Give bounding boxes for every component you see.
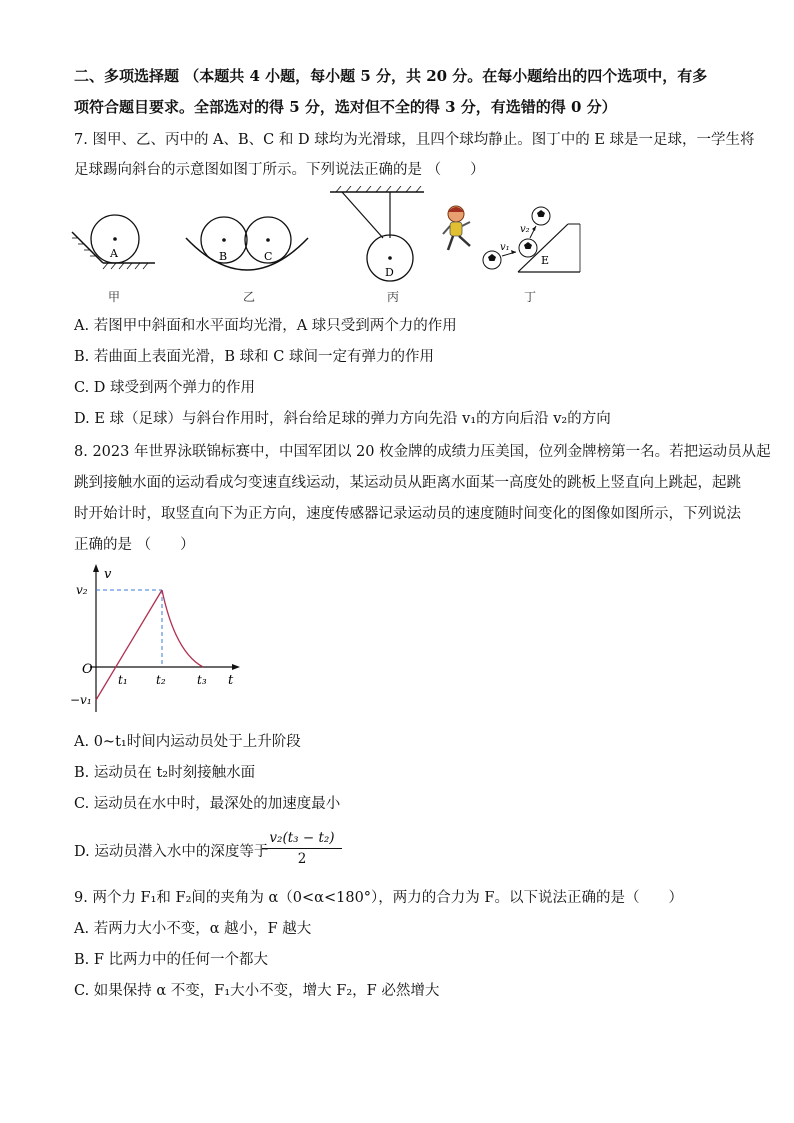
q8-stem-line4: 正确的是 （ ） xyxy=(74,537,195,553)
q7-option-c: C. D 球受到两个弹力的作用 xyxy=(74,380,256,396)
q9-option-b: B. F 比两力中的任何一个都大 xyxy=(74,952,269,968)
vt-graph xyxy=(70,562,250,722)
v2-label: v₂ xyxy=(76,583,88,597)
section-title-line1: 二、多项选择题 （本题共 4 小题，每小题 5 分，共 20 分。在每小题给出的四个选项中，有多 xyxy=(74,67,708,85)
label-d: D xyxy=(385,266,394,279)
decay-segment xyxy=(162,590,203,667)
t3-label: t₃ xyxy=(197,673,207,687)
t1-label: t₁ xyxy=(118,673,128,687)
q9-option-c: C. 如果保持 α 不变，F₁大小不变，增大 F₂，F 必然增大 xyxy=(74,983,440,999)
t-axis-label: t xyxy=(228,673,234,688)
q7-stem-line2: 足球踢向斜台的示意图如图丁所示。下列说法正确的是 （ ） xyxy=(74,162,485,178)
q8-stem-line1: 8. 2023 年世界泳联锦标赛中，中国军团以 20 枚金牌的成绩力压美国，位列金牌榜第一名。若把运动员从起 xyxy=(74,444,771,460)
q7-option-a: A. 若图甲中斜面和水平面均光滑，A 球只受到两个力的作用 xyxy=(74,318,457,334)
student-kicker xyxy=(443,206,470,250)
figure-yi xyxy=(182,212,312,274)
label-c: C xyxy=(264,250,273,263)
figure-jia xyxy=(70,208,160,274)
label-a: A xyxy=(110,247,118,260)
label-v1: v₁ xyxy=(500,242,510,253)
figure-ding xyxy=(440,200,590,280)
q9-stem: 9. 两个力 F₁和 F₂间的夹角为 α（0<α<180°），两力的合力为 F。以下说法正确的是（ ） xyxy=(74,890,683,906)
q8-option-a: A. 0~t₁时间内运动员处于上升阶段 xyxy=(74,734,301,750)
caption-bing: 丙 xyxy=(387,290,400,304)
caption-yi: 乙 xyxy=(243,290,256,304)
q7-option-b: B. 若曲面上表面光滑，B 球和 C 球间一定有弹力的作用 xyxy=(74,349,434,365)
caption-jia: 甲 xyxy=(108,290,121,304)
q8-option-c: C. 运动员在水中时，最深处的加速度最小 xyxy=(74,796,341,812)
caption-ding: 丁 xyxy=(524,290,537,304)
q7-stem-line1: 7. 图甲、乙、丙中的 A、B、C 和 D 球均为光滑球，且四个球均静止。图丁中的 E 球是一足球，一学生将 xyxy=(74,132,755,148)
q8-stem-line2: 跳到接触水面的运动看成匀变速直线运动，某运动员从距离水面某一高度处的跳板上竖直向上跳起，起跳 xyxy=(74,475,741,491)
q9-option-a: A. 若两力大小不变，α 越小，F 越大 xyxy=(74,921,312,937)
linear-segment xyxy=(96,590,162,700)
formula-denominator: 2 xyxy=(297,851,307,867)
depth-formula xyxy=(262,830,342,867)
section-title-line2: 项符合题目要求。全部选对的得 5 分，选对但不全的得 3 分，有选错的得 0 分） xyxy=(74,98,617,116)
q8-option-b: B. 运动员在 t₂时刻接触水面 xyxy=(74,765,256,781)
label-b: B xyxy=(219,250,228,263)
neg-v1-label: −v₁ xyxy=(70,693,92,707)
q7-option-d: D. E 球（足球）与斜台作用时，斜台给足球的弹力方向先沿 v₁的方向后沿 v₂的方向 xyxy=(74,411,611,427)
v-axis-label: v xyxy=(104,567,112,582)
label-e: E xyxy=(541,254,550,267)
t2-label: t₂ xyxy=(156,673,166,687)
figure-bing xyxy=(328,186,428,286)
label-v2: v₂ xyxy=(520,224,530,235)
q8-option-d: D. 运动员潜入水中的深度等于 xyxy=(74,844,269,860)
formula-numerator: v₂(t₃ − t₂) xyxy=(262,830,342,849)
q8-stem-line3: 时开始计时，取竖直向下为正方向，速度传感器记录运动员的速度随时间变化的图像如图所示，下列说法 xyxy=(74,506,741,522)
origin-label: O xyxy=(82,662,93,677)
